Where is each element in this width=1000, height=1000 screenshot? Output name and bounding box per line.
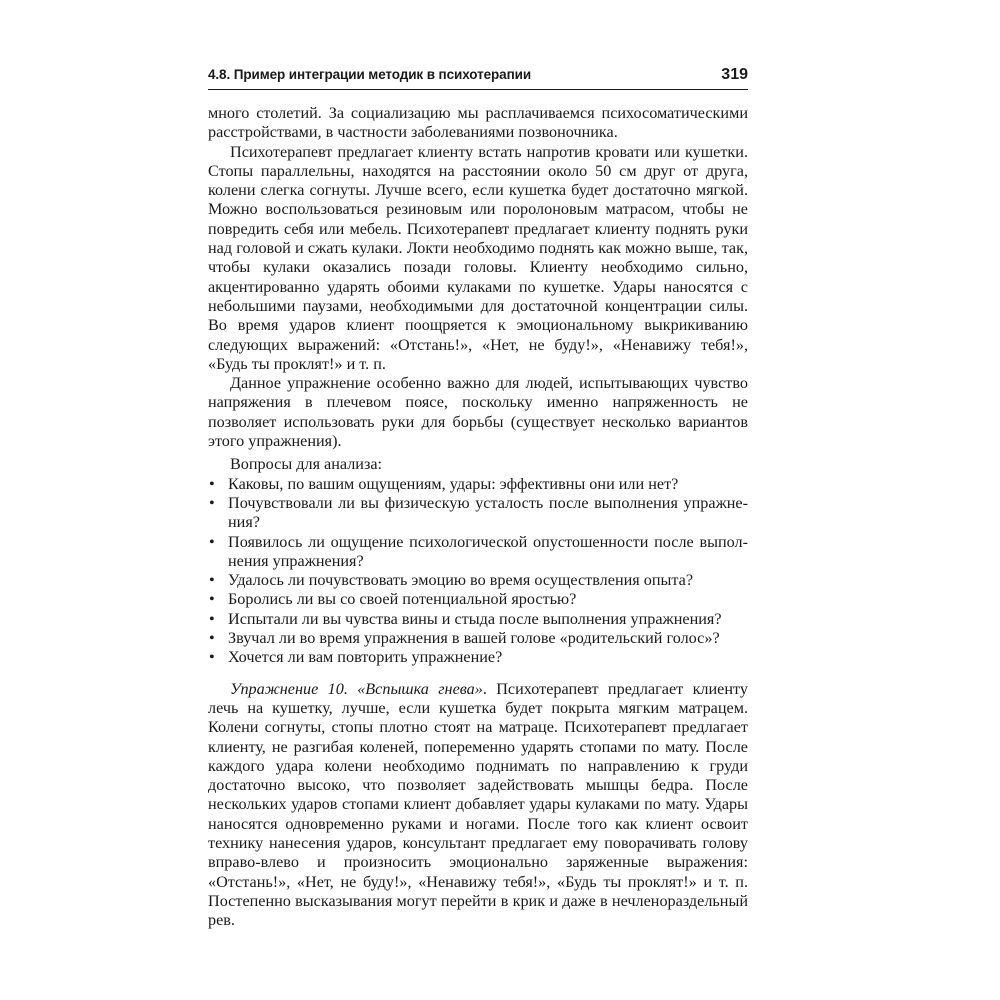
- exercise-paragraph: [208, 680, 748, 931]
- list-item-text: Появилось ли ощущение психологической опустошенности после выполнения упражнения?: [228, 532, 748, 570]
- list-item: [208, 648, 748, 667]
- list-item: [208, 629, 748, 648]
- bullet-icon: •: [209, 629, 215, 648]
- bullet-icon: •: [209, 648, 215, 667]
- paragraph: много столетий. За социализацию мы расплачиваемся психосоматическими расстройствами, в частности заболеваниями позвоночника.: [208, 104, 748, 142]
- exercise-text: . Психотерапевт предлагает клиенту лечь на кушетку, лучше, если кушетка будет покрыта мягким матрацем. Колени согнуты, стопы плотно стоят на матраце. Психотерапевт предлагает клиенту, не разгибая коленей, попеременно ударять стопами по мату. После каждого удара колени необходимо поднимать по направлению к груди достаточно высоко, что позволяет задействовать мышцы бедра. После нескольких ударов стопами клиент добавляет удары кулаками по мату. Удары наносятся одновременно руками и ногами. После того как клиент освоит технику нанесения ударов, консультант предлагает ему поворачивать голову вправо-влево и произносить эмоционально заряженные выражения: «Отстань!», «Нет, не буду!», «Ненавижу тебя!», «Будь ты проклят!» и т. п. Постепенно высказывания могут перейти в крик и даже в нечленораздельный рев.: [208, 679, 748, 930]
- section-title: 4.8. Пример интеграции методик в психотерапии: [208, 67, 532, 82]
- list-item-text: Боролись ли вы со своей потенциальной яростью?: [228, 590, 577, 609]
- book-page: [208, 66, 748, 930]
- paragraph: Данное упражнение особенно важно для людей, испытывающих чувство напряжения в плечевом поясе, поскольку именно напряженность не позволяет использовать руки для борьбы (существует несколько вариантов этого упражнения).: [208, 374, 748, 451]
- bullet-icon: •: [209, 571, 215, 590]
- list-item-text: Испытали ли вы чувства вины и стыда после выполнения упражнения?: [228, 609, 722, 628]
- bullet-icon: •: [209, 609, 215, 628]
- running-header: [208, 66, 748, 90]
- page-body: [208, 104, 748, 930]
- bullet-icon: •: [209, 493, 215, 512]
- list-item: [208, 610, 748, 629]
- list-item: [208, 533, 748, 572]
- page-number: 319: [721, 66, 748, 83]
- list-item-text: Удалось ли почувствовать эмоцию во время осуществления опыта?: [228, 571, 694, 590]
- questions-intro: Вопросы для анализа:: [230, 455, 383, 474]
- paragraph: Психотерапевт предлагает клиенту встать напротив кровати или кушетки. Стопы параллельны, находятся на расстоянии около 50 см друг от друга, колени слегка согнуты. Лучше всего, если кушетка будет достаточно мягкой. Можно воспользоваться резиновым или поролоновым матрасом, чтобы не повредить себя или мебель. Психотерапевт предлагает клиенту поднять руки над головой и сжать кулаки. Локти необходимо поднять как можно выше, так, чтобы кулаки оказались позади головы. Клиенту необходимо сильно, акцентированно ударять обоими кулаками по кушетке. Удары наносятся с небольшими паузами, необходимыми для достаточной концентрации силы. Во время ударов клиент поощряется к эмоциональному выкрикиванию следующих выражений: «Отстань!», «Нет, не буду!», «Ненавижу тебя!», «Будь ты проклят!» и т. п.: [208, 142, 748, 373]
- list-item: [208, 475, 748, 494]
- list-item: [208, 571, 748, 590]
- list-item-text: Почувствовали ли вы физическую усталость после выполнения упражнения?: [228, 493, 748, 532]
- list-item: [208, 590, 748, 609]
- bullet-icon: •: [209, 474, 215, 493]
- list-item-text: Звучал ли во время упражнения в вашей голове «родительский голос»?: [228, 629, 720, 648]
- bullet-icon: •: [209, 590, 215, 609]
- list-item: [208, 494, 748, 533]
- exercise-title: Упражнение 10. «Вспышка гнева»: [230, 679, 483, 698]
- list-item-text: Хочется ли вам повторить упражнение?: [228, 648, 503, 667]
- questions-list: [208, 475, 748, 668]
- list-item-text: Каковы, по вашим ощущениям, удары: эффективны они или нет?: [228, 474, 679, 493]
- bullet-icon: •: [209, 532, 215, 551]
